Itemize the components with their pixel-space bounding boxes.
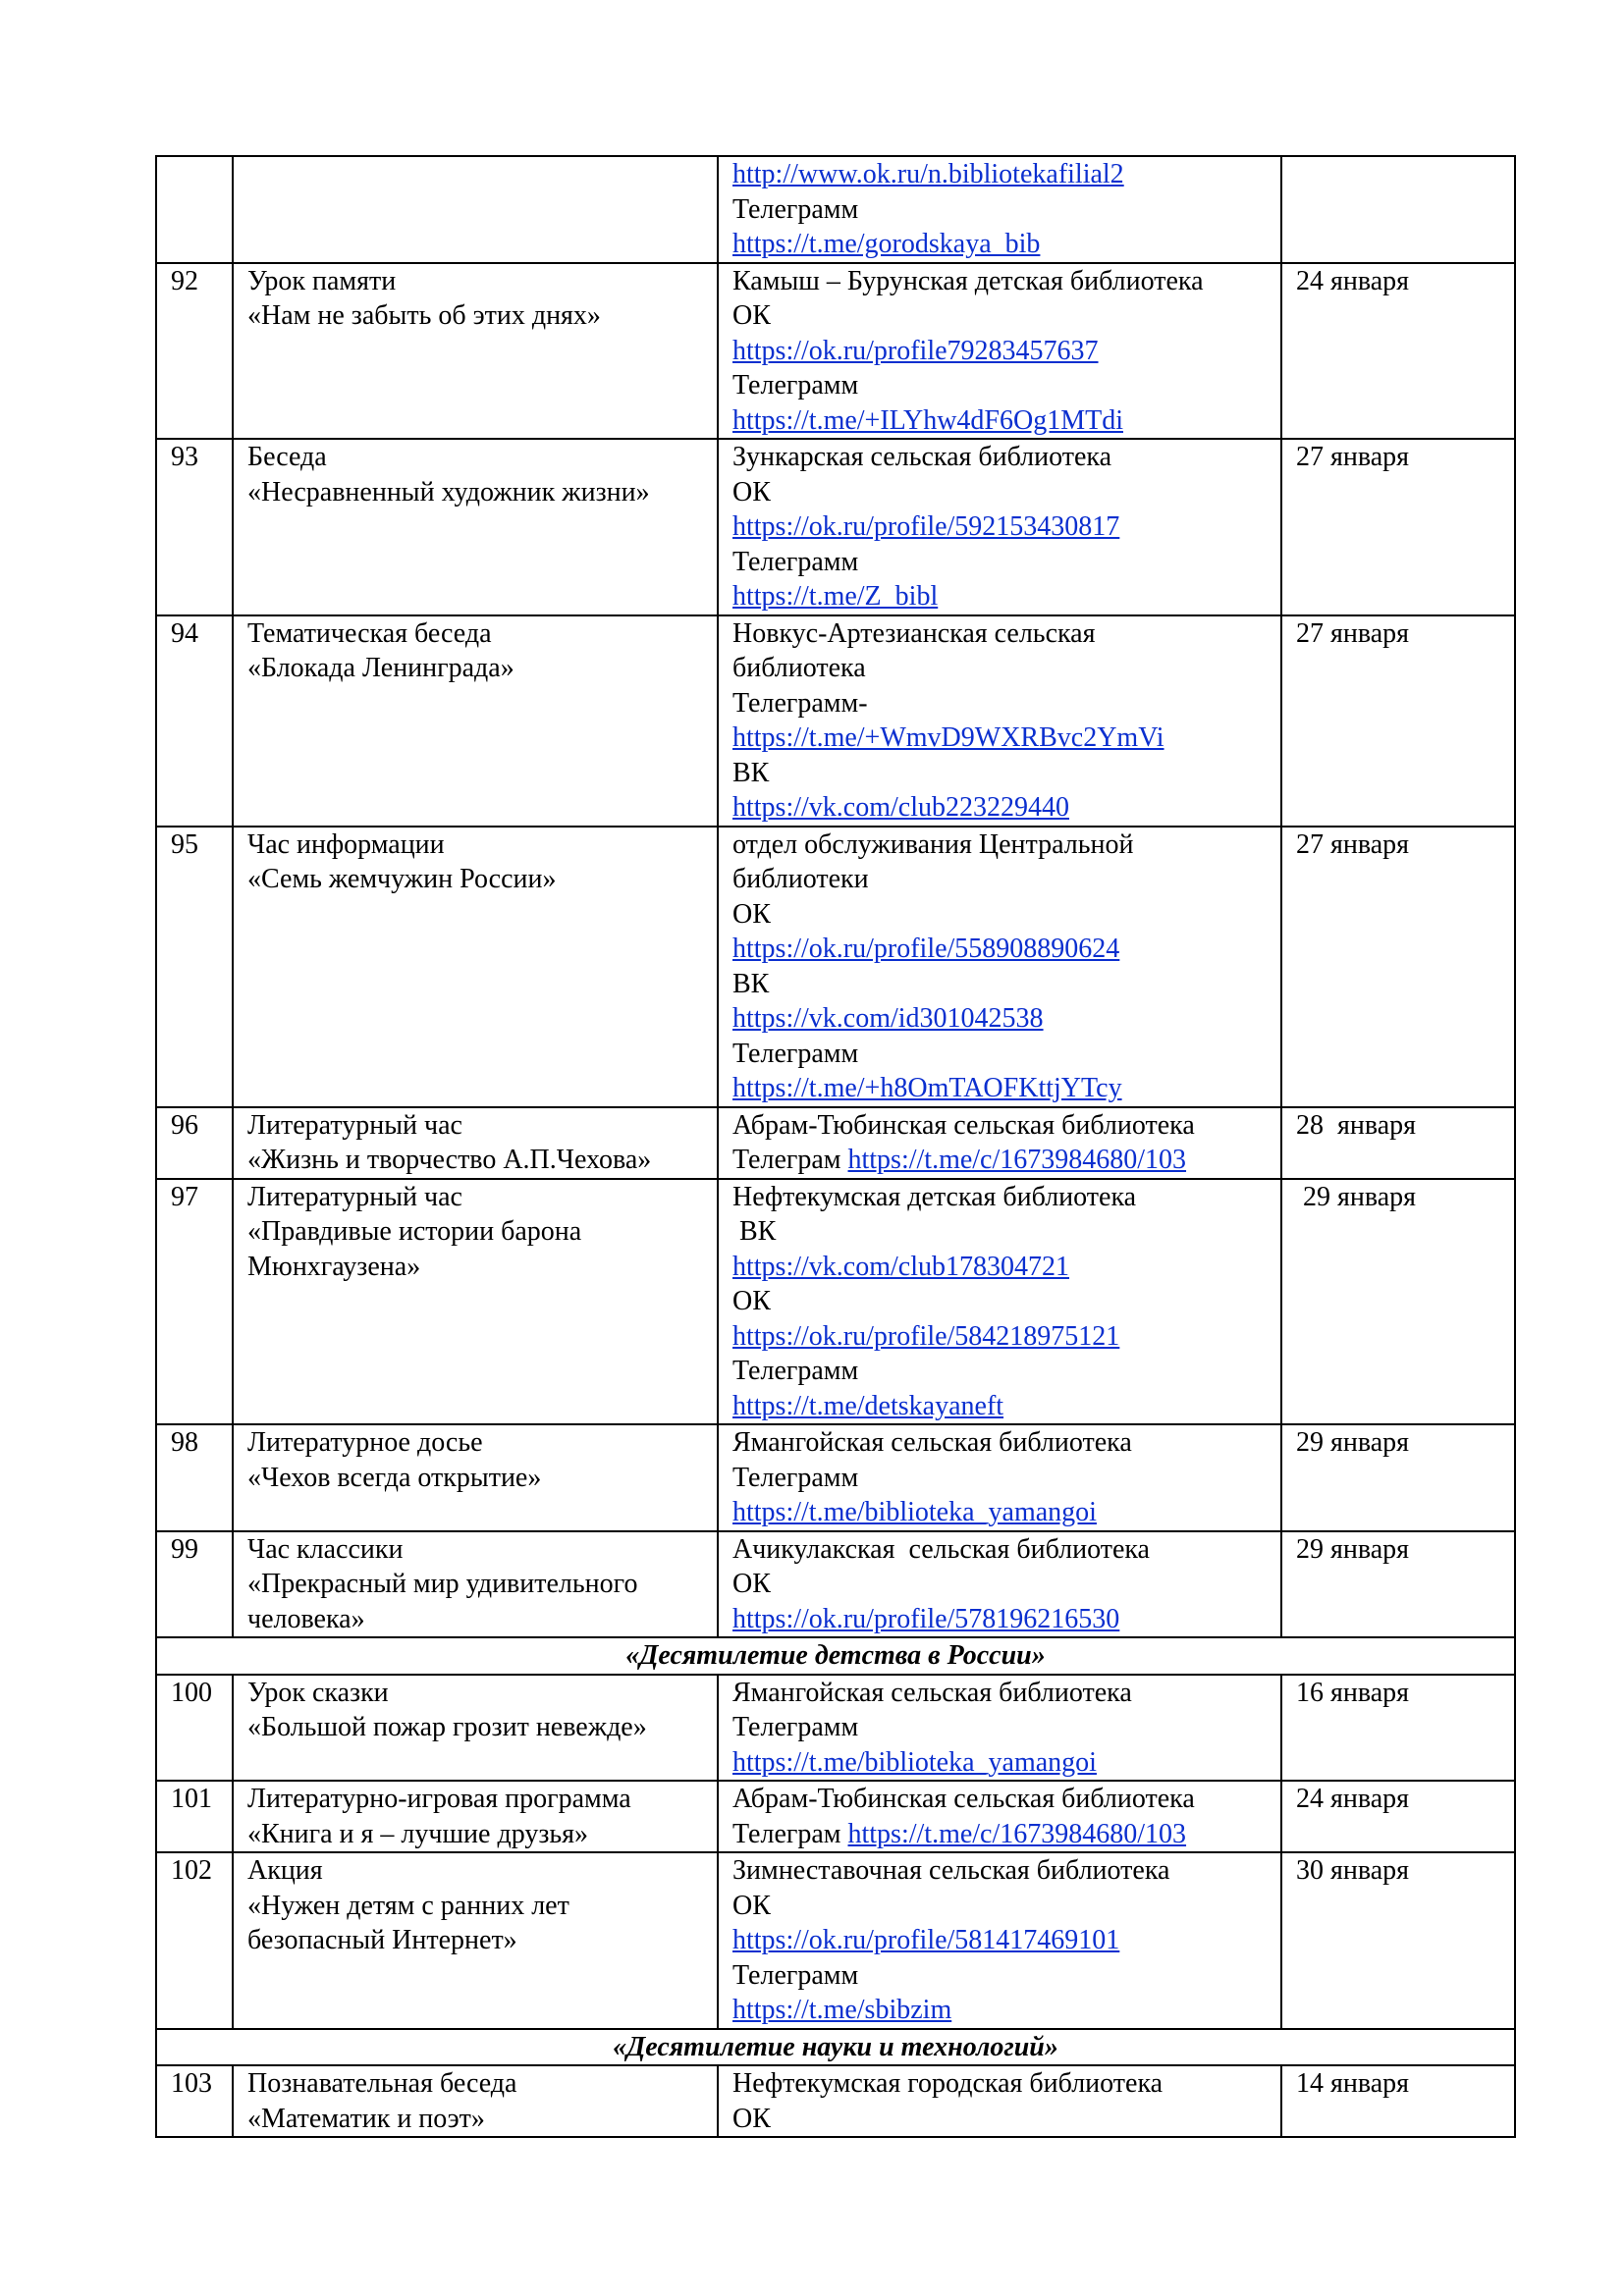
event-line: Час классики <box>247 1533 404 1565</box>
location-cell <box>718 827 1281 1107</box>
location-line: Ямангойская сельская библиотека <box>732 1677 1132 1708</box>
location-line: ОК <box>732 898 771 930</box>
location-line: Зимнеставочная сельская библиотека <box>732 1855 1170 1886</box>
location-line: Телеграмм <box>732 1959 859 1991</box>
event-cell <box>233 1675 718 1782</box>
events-table-body <box>156 156 1515 2137</box>
link-label: Телеграм <box>732 1818 848 1849</box>
location-line: Телеграмм- <box>732 687 868 719</box>
event-line: Литературный час <box>247 1109 462 1141</box>
event-line: человека» <box>247 1603 365 1634</box>
location-line: ВК <box>732 757 770 788</box>
social-link[interactable]: https://t.me/biblioteka_yamangoi <box>732 1746 1097 1778</box>
event-cell <box>233 1781 718 1852</box>
social-link[interactable]: http://www.ok.ru/n.bibliotekafilial2 <box>732 159 1124 189</box>
table-row <box>156 1179 1515 1425</box>
table-row <box>156 263 1515 440</box>
event-line: Акция <box>247 1855 323 1886</box>
location-line: Телеграмм <box>732 546 859 577</box>
section-title: «Десятилетие науки и технологий» <box>156 2029 1515 2066</box>
event-line: «Несравненный художник жизни» <box>247 476 650 507</box>
social-link[interactable]: https://ok.ru/profile/592153430817 <box>732 511 1120 542</box>
row-number: 92 <box>156 263 233 440</box>
location-cell <box>718 439 1281 615</box>
social-link[interactable]: https://t.me/gorodskaya_bib <box>732 229 1041 259</box>
location-line: ОК <box>732 1890 771 1921</box>
location-line <box>732 1143 1271 1178</box>
table-row <box>156 1675 1515 1782</box>
row-number: 100 <box>156 1675 233 1782</box>
social-link[interactable]: https://ok.ru/profile/584218975121 <box>732 1320 1120 1352</box>
table-row <box>156 827 1515 1107</box>
location-line: ВК <box>732 1216 777 1247</box>
location-cell <box>718 615 1281 827</box>
event-date: 27 января <box>1281 439 1515 615</box>
event-line: «Прекрасный мир удивительного <box>247 1569 638 1599</box>
table-row <box>156 156 1515 263</box>
location-line: ОК <box>732 476 771 507</box>
location-cell <box>718 1675 1281 1782</box>
social-link[interactable]: https://t.me/detskayaneft <box>732 1390 1004 1421</box>
row-number: 99 <box>156 1531 233 1638</box>
location-line: Нефтекумская городская библиотека <box>732 2068 1164 2099</box>
event-cell <box>233 1852 718 2029</box>
event-line: Познавательная беседа <box>247 2068 517 2099</box>
social-link[interactable]: https://t.me/Z_bibl <box>732 581 939 612</box>
event-date: 27 января <box>1281 827 1515 1107</box>
social-link[interactable]: https://t.me/+h8OmTAOFKttjYTcy <box>732 1073 1122 1103</box>
row-number: 102 <box>156 1852 233 2029</box>
social-link[interactable]: https://ok.ru/profile/558908890624 <box>732 934 1120 964</box>
row-number: 96 <box>156 1107 233 1179</box>
location-line: Камыш – Бурунская детская библиотека <box>732 265 1204 296</box>
location-cell <box>718 1107 1281 1179</box>
section-header-row <box>156 2029 1515 2066</box>
location-cell <box>718 1781 1281 1852</box>
event-date: 28 января <box>1281 1107 1515 1179</box>
location-line: Телеграмм <box>732 1038 859 1069</box>
location-line: Телеграмм <box>732 1462 859 1493</box>
telegram-link[interactable]: https://t.me/c/1673984680/103 <box>847 1145 1187 1175</box>
event-line: Мюнхгаузена» <box>247 1251 421 1282</box>
event-cell <box>233 1107 718 1179</box>
event-line: «Математик и поэт» <box>247 2103 485 2134</box>
social-link[interactable]: https://vk.com/club223229440 <box>732 792 1069 823</box>
event-date: 29 января <box>1281 1531 1515 1638</box>
table-row <box>156 1852 1515 2029</box>
location-cell <box>718 156 1281 263</box>
event-line: «Блокада Ленинграда» <box>247 653 514 683</box>
event-date: 30 января <box>1281 1852 1515 2029</box>
event-date: 16 января <box>1281 1675 1515 1782</box>
event-cell <box>233 615 718 827</box>
event-date: 29 января <box>1281 1179 1515 1425</box>
table-row <box>156 1781 1515 1852</box>
social-link[interactable]: https://vk.com/club178304721 <box>732 1251 1069 1282</box>
event-line: Литературный час <box>247 1181 462 1212</box>
row-number: 95 <box>156 827 233 1107</box>
event-line: Литературно-игровая программа <box>247 1784 631 1814</box>
event-date: 24 января <box>1281 263 1515 440</box>
location-line: ОК <box>732 2103 771 2134</box>
location-line: Телеграмм <box>732 370 859 400</box>
location-line: Абрам-Тюбинская сельская библиотека <box>732 1109 1195 1141</box>
social-link[interactable]: https://t.me/biblioteka_yamangoi <box>732 1497 1097 1527</box>
social-link[interactable]: https://vk.com/id301042538 <box>732 1003 1044 1034</box>
location-cell <box>718 1424 1281 1531</box>
location-line: ОК <box>732 1286 771 1316</box>
location-cell <box>718 2065 1281 2137</box>
location-cell <box>718 1179 1281 1425</box>
location-line: Телеграмм <box>732 193 859 225</box>
location-line: Новкус-Артезианская сельская <box>732 617 1096 649</box>
event-cell <box>233 439 718 615</box>
location-line: отдел обслуживания Центральной <box>732 828 1134 860</box>
location-cell <box>718 263 1281 440</box>
table-row <box>156 615 1515 827</box>
telegram-link[interactable]: https://t.me/c/1673984680/103 <box>847 1818 1187 1849</box>
location-line: библиотеки <box>732 864 869 894</box>
section-title: «Десятилетие детства в России» <box>156 1637 1515 1675</box>
event-line: Беседа <box>247 442 327 472</box>
row-number: 101 <box>156 1781 233 1852</box>
event-line: «Жизнь и творчество А.П.Чехова» <box>247 1145 652 1175</box>
row-number <box>156 156 233 263</box>
event-date: 29 января <box>1281 1424 1515 1531</box>
event-line: Тематическая беседа <box>247 617 492 649</box>
event-date: 24 января <box>1281 1781 1515 1852</box>
location-line: Нефтекумская детская библиотека <box>732 1181 1137 1212</box>
event-cell <box>233 1531 718 1638</box>
social-link[interactable]: https://ok.ru/profile/578196216530 <box>732 1603 1120 1634</box>
event-line: Литературное досье <box>247 1427 483 1458</box>
location-cell <box>718 1852 1281 2029</box>
table-row <box>156 1107 1515 1179</box>
section-header-row <box>156 1637 1515 1675</box>
link-label: Телеграм <box>732 1145 848 1175</box>
location-line: Абрам-Тюбинская сельская библиотека <box>732 1784 1195 1814</box>
event-line: безопасный Интернет» <box>247 1925 517 1955</box>
event-date <box>1281 156 1515 263</box>
event-cell <box>233 1424 718 1531</box>
events-table <box>155 155 1516 2138</box>
row-number: 93 <box>156 439 233 615</box>
social-link[interactable]: https://ok.ru/profile79283457637 <box>732 335 1099 366</box>
table-row <box>156 1531 1515 1638</box>
location-line: ОК <box>732 1569 771 1599</box>
location-line: Ачикулакская сельская библиотека <box>732 1533 1150 1565</box>
event-line: Час информации <box>247 828 445 860</box>
row-number: 97 <box>156 1179 233 1425</box>
table-row <box>156 1424 1515 1531</box>
event-cell <box>233 1179 718 1425</box>
social-link[interactable]: https://t.me/+WmvD9WXRBvc2YmVi <box>732 722 1164 753</box>
event-line: «Нужен детям с ранних лет <box>247 1890 569 1921</box>
social-link[interactable]: https://t.me/+ILYhw4dF6Og1MTdi <box>732 404 1123 436</box>
event-line: «Нам не забыть об этих днях» <box>247 300 601 331</box>
event-line: «Семь жемчужин России» <box>247 864 557 894</box>
row-number: 94 <box>156 615 233 827</box>
location-line: ОК <box>732 300 771 331</box>
row-number: 103 <box>156 2065 233 2137</box>
event-line: «Книга и я – лучшие друзья» <box>247 1818 589 1849</box>
event-cell <box>233 827 718 1107</box>
location-line: ВК <box>732 968 770 999</box>
event-cell <box>233 263 718 440</box>
location-line: Зункарская сельская библиотека <box>732 442 1112 472</box>
event-cell <box>233 2065 718 2137</box>
table-row <box>156 2065 1515 2137</box>
event-cell <box>233 156 718 263</box>
location-line: библиотека <box>732 653 866 683</box>
location-line <box>732 1817 1271 1852</box>
social-link[interactable]: https://ok.ru/profile/581417469101 <box>732 1925 1120 1955</box>
event-line: «Большой пожар грозит невежде» <box>247 1712 647 1742</box>
location-line: Телеграмм <box>732 1356 859 1386</box>
social-link[interactable]: https://t.me/sbibzim <box>732 1995 952 2025</box>
event-line: Урок памяти <box>247 265 397 296</box>
location-cell <box>718 1531 1281 1638</box>
table-row <box>156 439 1515 615</box>
location-line: Ямангойская сельская библиотека <box>732 1427 1132 1458</box>
event-line: Урок сказки <box>247 1677 389 1708</box>
event-date: 14 января <box>1281 2065 1515 2137</box>
event-date: 27 января <box>1281 615 1515 827</box>
row-number: 98 <box>156 1424 233 1531</box>
location-line: Телеграмм <box>732 1712 859 1742</box>
event-line: «Правдивые истории барона <box>247 1216 582 1247</box>
event-line: «Чехов всегда открытие» <box>247 1462 542 1493</box>
